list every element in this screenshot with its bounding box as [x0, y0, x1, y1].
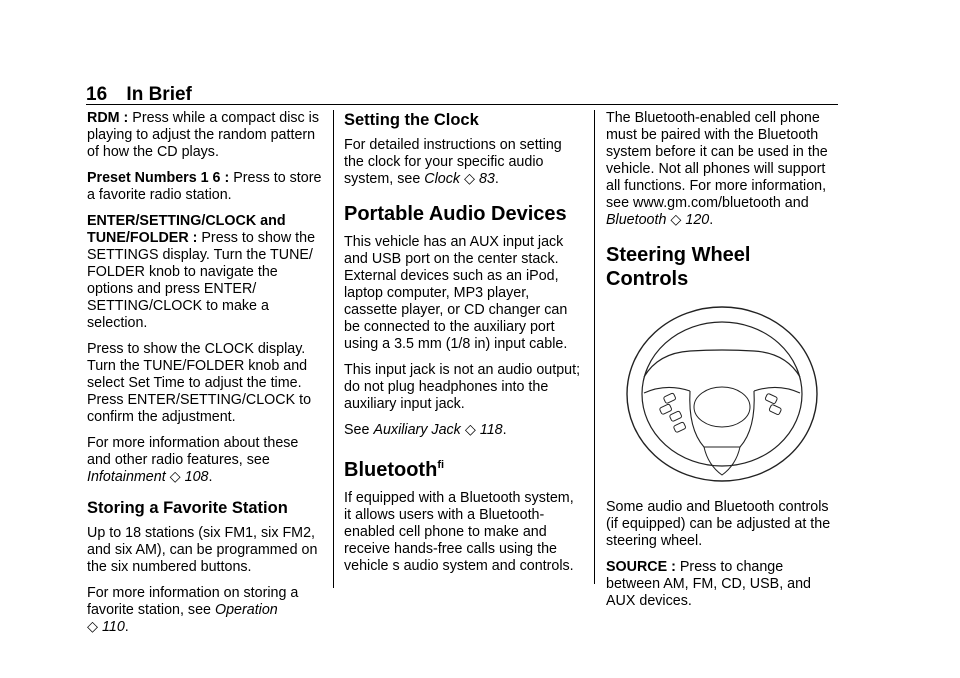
rdm-text: Press while a compact disc is playing to adjust the random pattern of how the CD plays. — [87, 110, 319, 160]
storing-heading: Storing a Favorite Station — [87, 499, 288, 517]
enter-text: Press to show the SETTINGS display. Turn the TUNE/ FOLDER knob to navigate the options and press ENTER/ SETTING/CLOCK to make a selection. — [87, 230, 316, 331]
storing-paragraph: Up to 18 stations (six FM1, six FM2, and six AM), can be programmed on the six numbered buttons. — [87, 525, 318, 575]
section-title: In Brief — [126, 84, 192, 105]
bluetooth-heading-text: Bluetooth — [344, 459, 438, 481]
portable-paragraph-1: This vehicle has an AUX input jack and USB port on the center stack. External devices such as an iPod, laptop computer, MP3 player, cassette player, or CD changer can be connected to the auxiliary port using a 3.5 mm (1/8 in) input cable. — [344, 234, 568, 352]
column-divider-2 — [594, 110, 595, 584]
clock-page[interactable]: 83 — [478, 171, 495, 187]
bluetooth-page[interactable]: 120 — [685, 212, 710, 228]
column-1 — [87, 110, 325, 645]
page-header — [86, 84, 192, 106]
bluetooth-sup: fi — [437, 459, 445, 471]
operation-link[interactable]: Operation — [214, 602, 278, 618]
portable-audio-heading: Portable Audio Devices — [344, 203, 567, 225]
setting-clock-heading: Setting the Clock — [344, 111, 479, 129]
xref-icon: ◇ — [169, 469, 181, 485]
setting-clock-paragraph: For detailed instructions on setting the clock for your specific audio system, see Clock ◇ 83. — [344, 137, 562, 187]
bluetooth-link[interactable]: Bluetooth — [606, 212, 667, 228]
page-number: 16 — [86, 84, 108, 105]
preset-text: Press to store a favorite radio station. — [87, 170, 322, 203]
xref-icon: ◇ — [87, 619, 98, 635]
clock-paragraph: Press to show the CLOCK display. Turn the TUNE/FOLDER knob and select Set Time to adjust the time. Press ENTER/SETTING/CLOCK to confirm the adjustment. — [87, 341, 312, 425]
steering-controls-heading: Steering Wheel Controls — [606, 244, 751, 290]
preset-paragraph — [87, 170, 325, 204]
header-rule — [86, 104, 838, 105]
bluetooth-paragraph: If equipped with a Bluetooth system, it allows users with a Bluetooth-enabled cell phone to make and receive hands-free calls using the vehicle s audio system and controls. — [344, 490, 574, 574]
bluetooth-heading — [344, 453, 584, 482]
controls-paragraph: Some audio and Bluetooth controls (if equipped) can be adjusted at the steering wheel. — [606, 499, 831, 549]
xref-icon: ◇ — [464, 171, 475, 187]
aux-jack-link[interactable]: Auxiliary Jack — [373, 422, 461, 438]
source-paragraph — [606, 559, 838, 610]
setting-clock-text: For detailed instructions on setting the clock for your specific audio system, see — [344, 137, 562, 187]
storing-more-text: For more information on storing a favorite station, see — [87, 585, 299, 618]
infotainment-page[interactable]: 108 — [184, 469, 209, 485]
storing-more-paragraph: For more information on storing a favorite station, see Operation ◇ 110. — [87, 585, 299, 635]
column-3 — [606, 110, 838, 619]
clock-link[interactable]: Clock — [424, 171, 461, 187]
enter-term: ENTER/SETTING/CLOCK and TUNE/FOLDER : — [87, 213, 286, 246]
aux-jack-page[interactable]: 118 — [479, 422, 503, 438]
preset-term: Preset Numbers 1 6 : — [87, 170, 230, 186]
column-divider-1 — [333, 110, 334, 588]
rdm-term: RDM : — [87, 110, 129, 126]
more-info-paragraph: For more information about these and other radio features, see Infotainment ◇ 108. — [87, 435, 299, 485]
portable-paragraph-2: This input jack is not an audio output; do not plug headphones into the auxiliary input jack. — [344, 362, 581, 412]
xref-icon: ◇ — [464, 422, 476, 438]
rdm-paragraph — [87, 110, 325, 161]
pairing-paragraph: The Bluetooth-enabled cell phone must be paired with the Bluetooth system before it can be used in the vehicle. Not all phones will support all functions. For more information, see www.gm.com/bluetooth and Bluetooth ◇ 120. — [606, 110, 828, 228]
column-2 — [344, 110, 584, 584]
aux-see-paragraph: See Auxiliary Jack ◇ 118. — [344, 422, 507, 438]
source-text: Press to change between AM, FM, CD, USB, and AUX devices. — [606, 559, 812, 609]
operation-page[interactable]: 110 — [101, 619, 125, 635]
source-term: SOURCE : — [606, 559, 676, 575]
xref-icon: ◇ — [670, 212, 682, 228]
infotainment-link[interactable]: Infotainment — [87, 469, 166, 485]
steering-wheel-illustration — [606, 299, 838, 489]
pairing-text: The Bluetooth-enabled cell phone must be paired with the Bluetooth system before it can be used in the vehicle. Not all phones will support all functions. For more information, see www.gm.com/bluetooth and — [606, 110, 828, 211]
enter-paragraph — [87, 213, 325, 332]
steering-wheel-icon — [606, 299, 838, 489]
see-prefix: See — [344, 422, 370, 438]
more-info-text: For more information about these and other radio features, see — [87, 435, 299, 468]
